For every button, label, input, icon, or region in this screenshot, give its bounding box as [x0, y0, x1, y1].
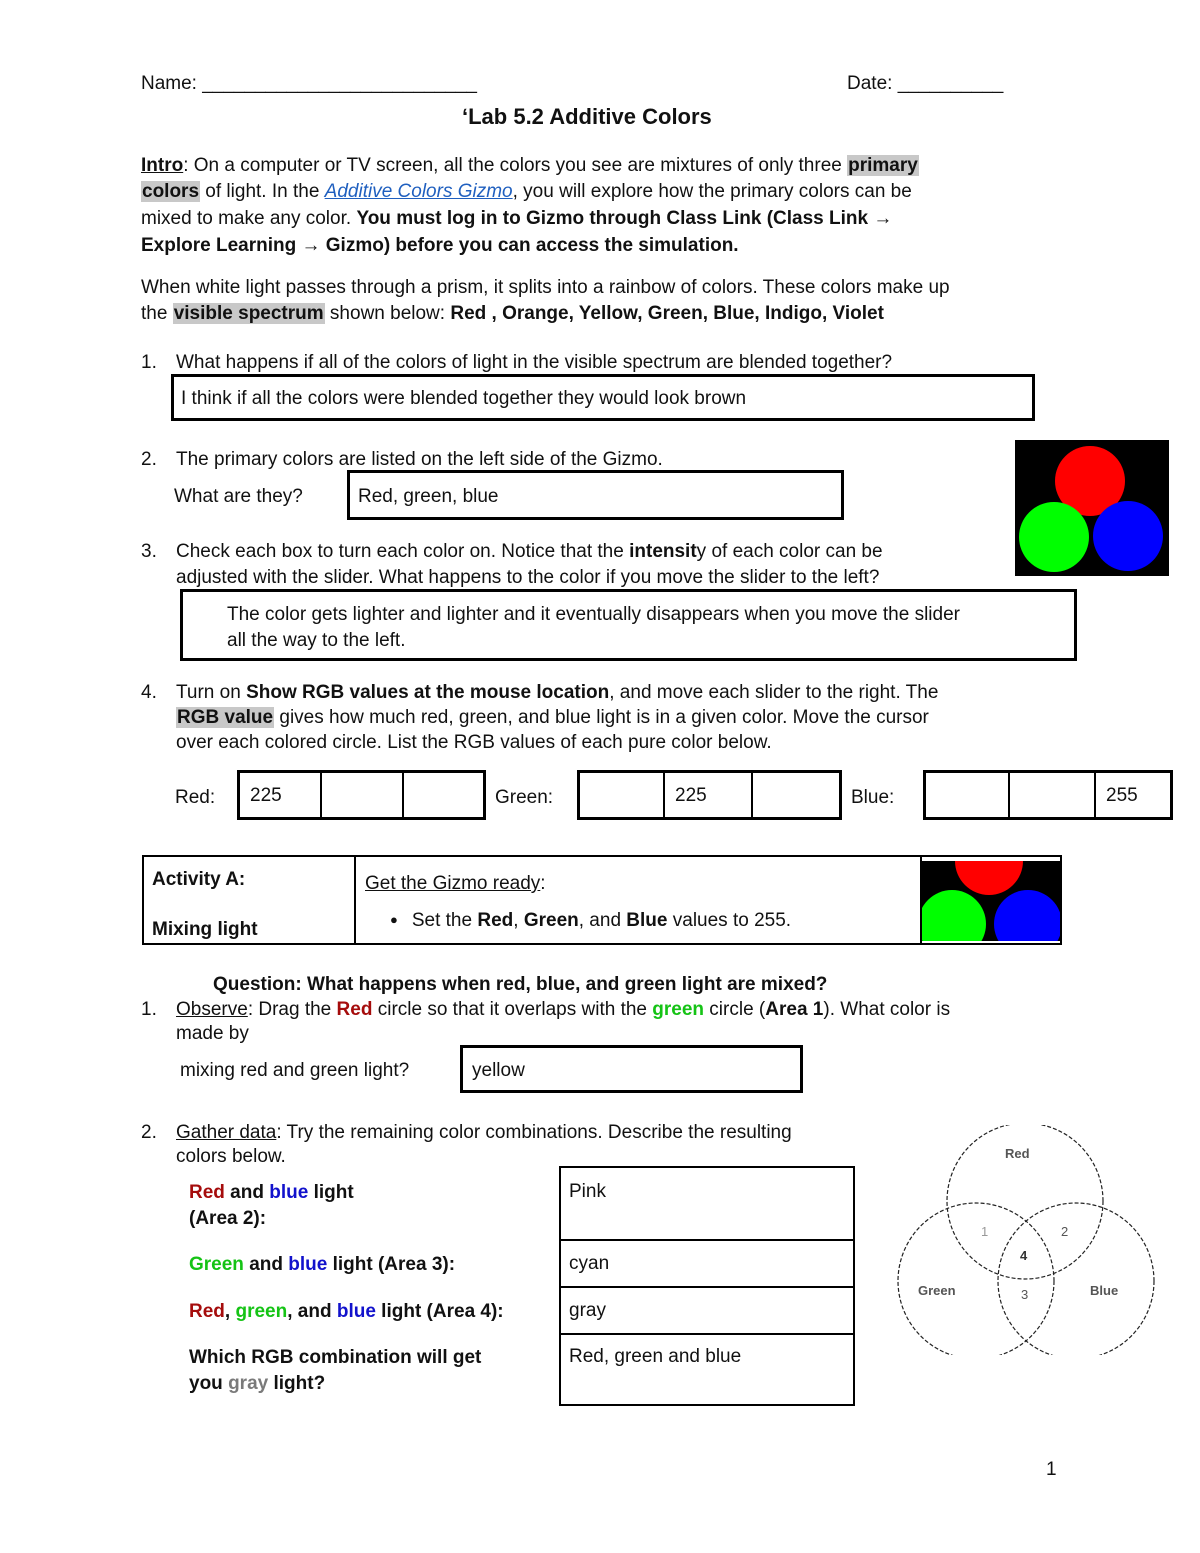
q2-number: 2.: [141, 449, 157, 470]
answers-column: [559, 1166, 855, 1406]
activity-instructions-cell: [356, 857, 922, 943]
q4-text-2: RGB value gives how much red, green, and blue light is in a given color. Move the cursor: [177, 707, 929, 728]
activity-blue-circle: [994, 890, 1060, 941]
q4-text-1: Turn on Show RGB values at the mouse location, and move each slider to the right. The: [176, 682, 939, 703]
venn-area-1: 1: [981, 1224, 989, 1239]
m1-prompt: mixing red and green light?: [180, 1060, 410, 1081]
activity-green-circle: [922, 890, 986, 941]
rgb-red-r[interactable]: 225: [250, 785, 282, 806]
row4-label-1: Which RGB combination will get: [189, 1347, 482, 1368]
q2-answer-box[interactable]: [347, 470, 844, 520]
venn-blue-label: Blue: [1090, 1283, 1119, 1298]
q1-text: What happens if all of the colors of light in the visible spectrum are blended together?: [176, 352, 893, 373]
row4-answer: Red, green and blue: [569, 1346, 742, 1367]
rgb-green-label: Green:: [495, 787, 554, 808]
m1-number: 1.: [141, 999, 157, 1020]
row4-answer-cell[interactable]: [561, 1335, 853, 1404]
intro-line-3: mixed to make any color. You must log in to Gizmo through Class Link (Class Link →: [141, 208, 893, 229]
row1-answer: Pink: [569, 1181, 606, 1202]
mixing-question: Question: What happens when red, blue, and green light are mixed?: [213, 974, 828, 995]
activity-table: [142, 855, 1062, 945]
rgb-red-boxes: [237, 770, 486, 820]
bullet-icon: ●: [390, 912, 398, 927]
q3-number: 3.: [141, 541, 157, 562]
row4-label-2: you gray light?: [189, 1373, 326, 1394]
m2-text-1: Gather data: Try the remaining color combinations. Describe the resulting: [176, 1122, 792, 1143]
q2-answer: Red, green, blue: [358, 486, 499, 507]
row1-label-2: (Area 2):: [189, 1208, 267, 1229]
rgb-green-boxes: [577, 770, 842, 820]
rgb-red-label: Red:: [175, 787, 216, 808]
row2-answer-cell[interactable]: [561, 1241, 853, 1288]
activity-red-circle: [955, 861, 1023, 895]
rgb-blue-g[interactable]: [1008, 773, 1094, 817]
row3-answer: gray: [569, 1300, 606, 1321]
q4-text-3: over each colored circle. List the RGB values of each pure color below.: [176, 732, 772, 753]
m1-answer: yellow: [472, 1060, 525, 1081]
intro-line-1: Intro: On a computer or TV screen, all the colors you see are mixtures of only three primary: [141, 155, 918, 176]
row1-answer-cell[interactable]: [561, 1168, 853, 1241]
m1-text-1: Observe: Drag the Red circle so that it overlaps with the green circle (Area 1). What color is: [176, 999, 951, 1020]
venn-area-3: 3: [1021, 1287, 1029, 1302]
venn-diagram: [890, 1125, 1160, 1355]
venn-area-4: 4: [1020, 1248, 1028, 1263]
row2-label: Green and blue light (Area 3):: [189, 1254, 456, 1275]
venn-green-label: Green: [918, 1283, 956, 1298]
rgb-green-r[interactable]: [580, 773, 663, 817]
q3-text-1: Check each box to turn each color on. Notice that the intensity of each color can be: [176, 541, 883, 562]
blue-circle: [1093, 501, 1163, 571]
q1-answer: I think if all the colors were blended together they would look brown: [181, 388, 747, 409]
venn-red-label: Red: [1005, 1146, 1030, 1161]
gizmo-ready-label: Get the Gizmo ready:: [365, 873, 546, 894]
activity-subtitle: Mixing light: [152, 919, 258, 940]
q1-answer-box[interactable]: [171, 374, 1035, 421]
row3-answer-cell[interactable]: [561, 1288, 853, 1335]
m1-text-2: made by: [176, 1023, 249, 1044]
intro-line-2: colors of light. In the Additive Colors Gizmo, you will explore how the primary colors can be: [142, 181, 912, 202]
rgb-circles-graphic: [1015, 440, 1169, 576]
name-field: Name: __________________________: [141, 73, 477, 94]
q4-number: 4.: [141, 682, 157, 703]
row2-answer: cyan: [569, 1253, 610, 1274]
q3-answer-2: all the way to the left.: [227, 630, 406, 651]
venn-area-2: 2: [1061, 1224, 1069, 1239]
spectrum-line-1: When white light passes through a prism, it splits into a rainbow of colors. These colors make up: [141, 277, 950, 298]
row1-label-1: Red and blue light: [189, 1182, 354, 1203]
q2-prompt: What are they?: [174, 486, 303, 507]
activity-title: Activity A:: [152, 869, 246, 890]
row3-label: Red, green, and blue light (Area 4):: [189, 1301, 504, 1322]
bullet-set-values: ● Set the Red, Green, and Blue values to 255.: [390, 910, 792, 931]
m2-number: 2.: [141, 1122, 157, 1143]
page-number: 1: [1046, 1459, 1057, 1480]
activity-rgb-graphic: [922, 861, 1060, 941]
rgb-blue-b[interactable]: 255: [1094, 773, 1170, 817]
rgb-red-g[interactable]: [320, 773, 402, 817]
spectrum-line-2: the visible spectrum shown below: Red , Orange, Yellow, Green, Blue, Indigo, Violet: [141, 303, 884, 324]
rgb-green-g[interactable]: 225: [663, 773, 751, 817]
q3-text-2: adjusted with the slider. What happens to the color if you move the slider to the left?: [176, 567, 880, 588]
rgb-red-b[interactable]: [402, 773, 483, 817]
activity-gizmo-image: [922, 861, 1060, 941]
q1-number: 1.: [141, 352, 157, 373]
green-circle: [1019, 502, 1089, 572]
activity-title-cell: [144, 857, 356, 943]
gizmo-link[interactable]: Additive Colors Gizmo: [324, 181, 513, 202]
m2-text-2: colors below.: [176, 1146, 286, 1167]
rgb-green-b[interactable]: [751, 773, 839, 817]
intro-line-4: Explore Learning → Gizmo) before you can access the simulation.: [141, 235, 739, 256]
date-field: Date: __________: [847, 73, 1004, 94]
q2-text: The primary colors are listed on the left side of the Gizmo.: [176, 449, 663, 470]
rgb-blue-label: Blue:: [851, 787, 895, 808]
q3-answer-1: The color gets lighter and lighter and it eventually disappears when you move the slider: [227, 604, 960, 625]
page-title: ʻLab 5.2 Additive Colors: [462, 104, 712, 129]
q3-answer-box[interactable]: [180, 589, 1077, 661]
m1-answer-box[interactable]: [460, 1045, 803, 1093]
rgb-blue-boxes: [923, 770, 1173, 820]
rgb-blue-r[interactable]: [926, 773, 1008, 817]
gizmo-rgb-circles-image: [1015, 440, 1169, 576]
